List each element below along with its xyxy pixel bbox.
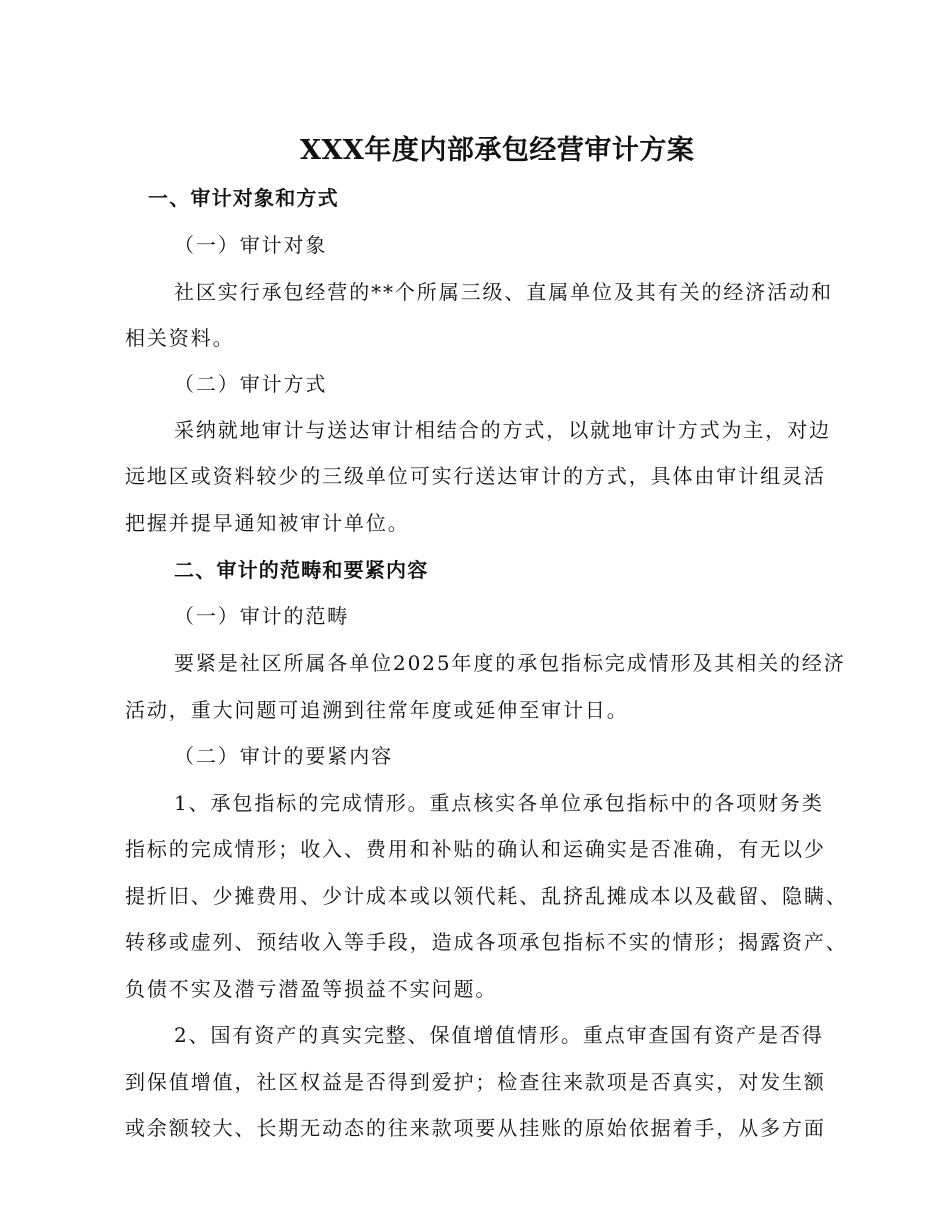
paragraph-line: 2、国有资产的真实完整、保值增值情形。重点审查国有资产是否得 xyxy=(174,1023,824,1047)
document-title: XXX年度内部承包经营审计方案 xyxy=(300,135,695,166)
section-heading-audit-object-and-method: 一、审计对象和方式 xyxy=(148,186,339,210)
paragraph-line: 负债不实及潜亏潜盈等损益不实问题。 xyxy=(125,977,498,1001)
paragraph-line: 相关资料。 xyxy=(125,326,235,350)
paragraph-line: 到保值增值，社区权益是否得到爱护；检查往来款项是否真实，对发生额 xyxy=(125,1070,826,1094)
paragraph-line: 要紧是社区所属各单位2025年度的承包指标完成情形及其相关的经济 xyxy=(174,651,846,675)
paragraph-line: 采纳就地审计与送达审计相结合的方式，以就地审计方式为主，对边 xyxy=(174,418,831,442)
paragraph-line: 转移或虚列、预结收入等手段，造成各项承包指标不实的情形；揭露资产、 xyxy=(125,930,848,954)
subheading-audit-main-content: （二）审计的要紧内容 xyxy=(174,744,393,768)
paragraph-line: 活动，重大问题可追溯到往常年度或延伸至审计日。 xyxy=(125,698,629,722)
paragraph-line: 指标的完成情形；收入、费用和补贴的确认和运确实是否准确，有无以少 xyxy=(125,837,826,861)
paragraph-line: 社区实行承包经营的**个所属三级、直属单位及其有关的经济活动和 xyxy=(174,280,833,304)
paragraph-line: 把握并提早通知被审计单位。 xyxy=(125,511,410,535)
subheading-audit-scope: （一）审计的范畴 xyxy=(174,604,350,628)
subheading-audit-method: （二）审计方式 xyxy=(174,372,328,396)
paragraph-line: 提折旧、少摊费用、少计成本或以领代耗、乱挤乱摊成本以及截留、隐瞒、 xyxy=(125,884,848,908)
paragraph-line: 或余额较大、长期无动态的往来款项要从挂账的原始依据着手，从多方面 xyxy=(125,1116,826,1140)
paragraph-line: 远地区或资料较少的三级单位可实行送达审计的方式，具体由审计组灵活 xyxy=(125,464,826,488)
subheading-audit-object: （一）审计对象 xyxy=(174,233,328,257)
paragraph-line: 1、承包指标的完成情形。重点核实各单位承包指标中的各项财务类 xyxy=(174,791,824,815)
section-heading-audit-scope-and-content: 二、审计的范畴和要紧内容 xyxy=(174,558,429,582)
